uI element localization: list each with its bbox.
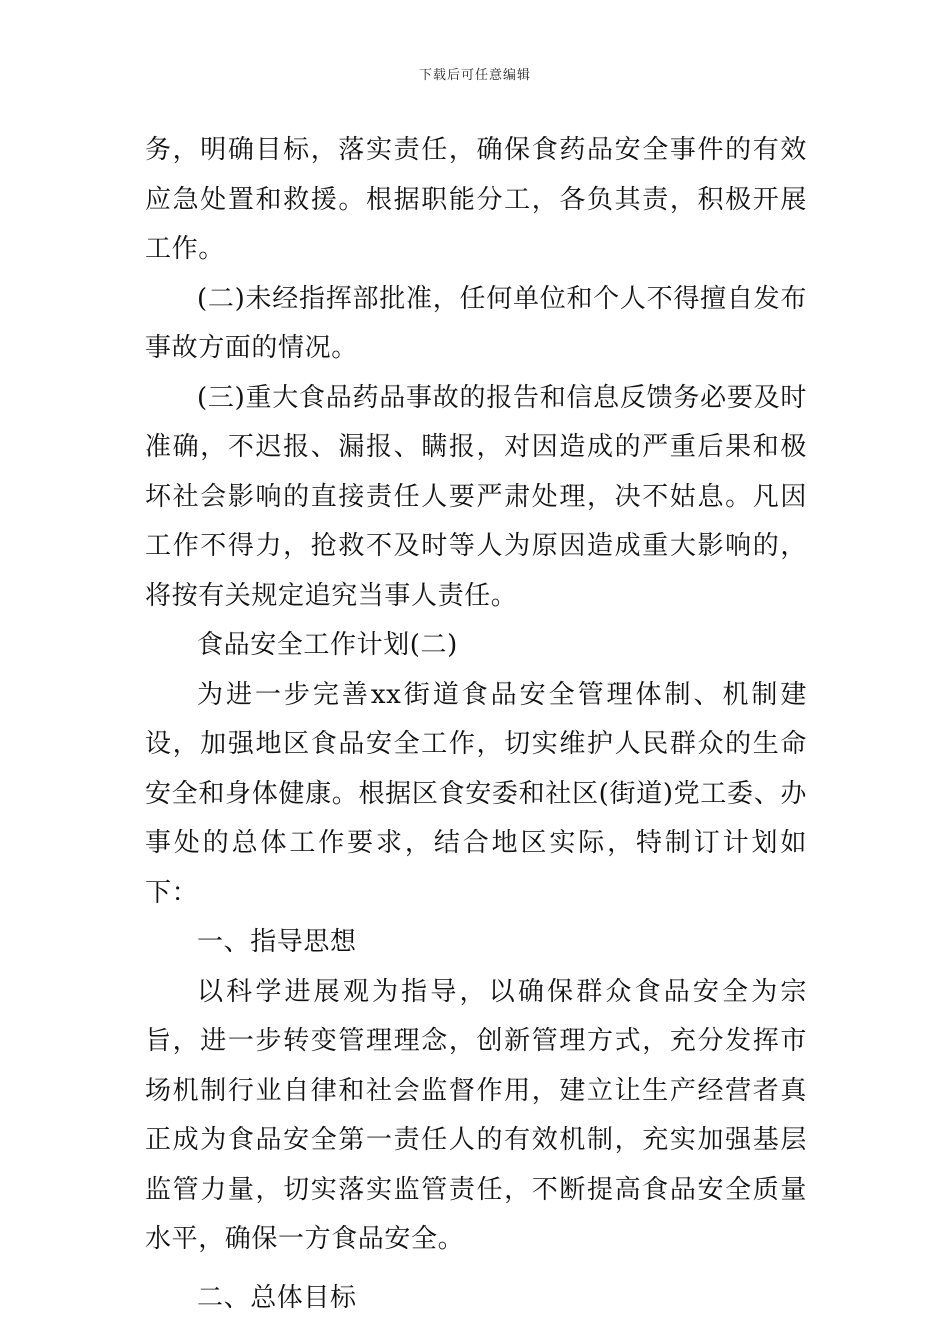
header-note: 下载后可任意编辑 bbox=[418, 68, 531, 83]
paragraph-item-2: (二)未经指挥部批准，任何单位和个人不得擅自发布事故方面的情况。 bbox=[145, 283, 807, 363]
heading-guiding-ideology: 一、指导思想 bbox=[197, 927, 357, 957]
paragraph-continuation: 务，明确目标，落实责任，确保食药品安全事件的有效应急处置和救援。根据职能分工，各负其责，积极开展工作。 bbox=[145, 135, 807, 264]
section-title: 食品安全工作计划(二) bbox=[197, 630, 458, 660]
document-body bbox=[145, 126, 807, 1323]
paragraph-intro: 为进一步完善xx街道食品安全管理体制、机制建设，加强地区食品安全工作，切实维护人民群众的生命安全和身体健康。根据区食安委和社区(街道)党工委、办事处的总体工作要求，结合地区实际，特制订计划如下： bbox=[145, 679, 807, 908]
heading-overall-goal: 二、总体目标 bbox=[197, 1282, 357, 1313]
paragraph-guiding-ideology: 以科学进展观为指导，以确保群众食品安全为宗旨，进一步转变管理理念，创新管理方式，充分发挥市场机制行业自律和社会监督作用，建立让生产经营者真正成为食品安全第一责任人的有效机制，充实加强基层监管力量，切实落实监管责任，不断提高食品安全质量水平，确保一方食品安全。 bbox=[145, 976, 807, 1254]
paragraph-item-3: (三)重大食品药品事故的报告和信息反馈务必要及时准确，不迟报、漏报、瞒报，对因造成的严重后果和极坏社会影响的直接责任人要严肃处理，决不姑息。凡因工作不得力，抢救不及时等人为原因造成重大影响的，将按有关规定追究当事人责任。 bbox=[145, 382, 807, 611]
